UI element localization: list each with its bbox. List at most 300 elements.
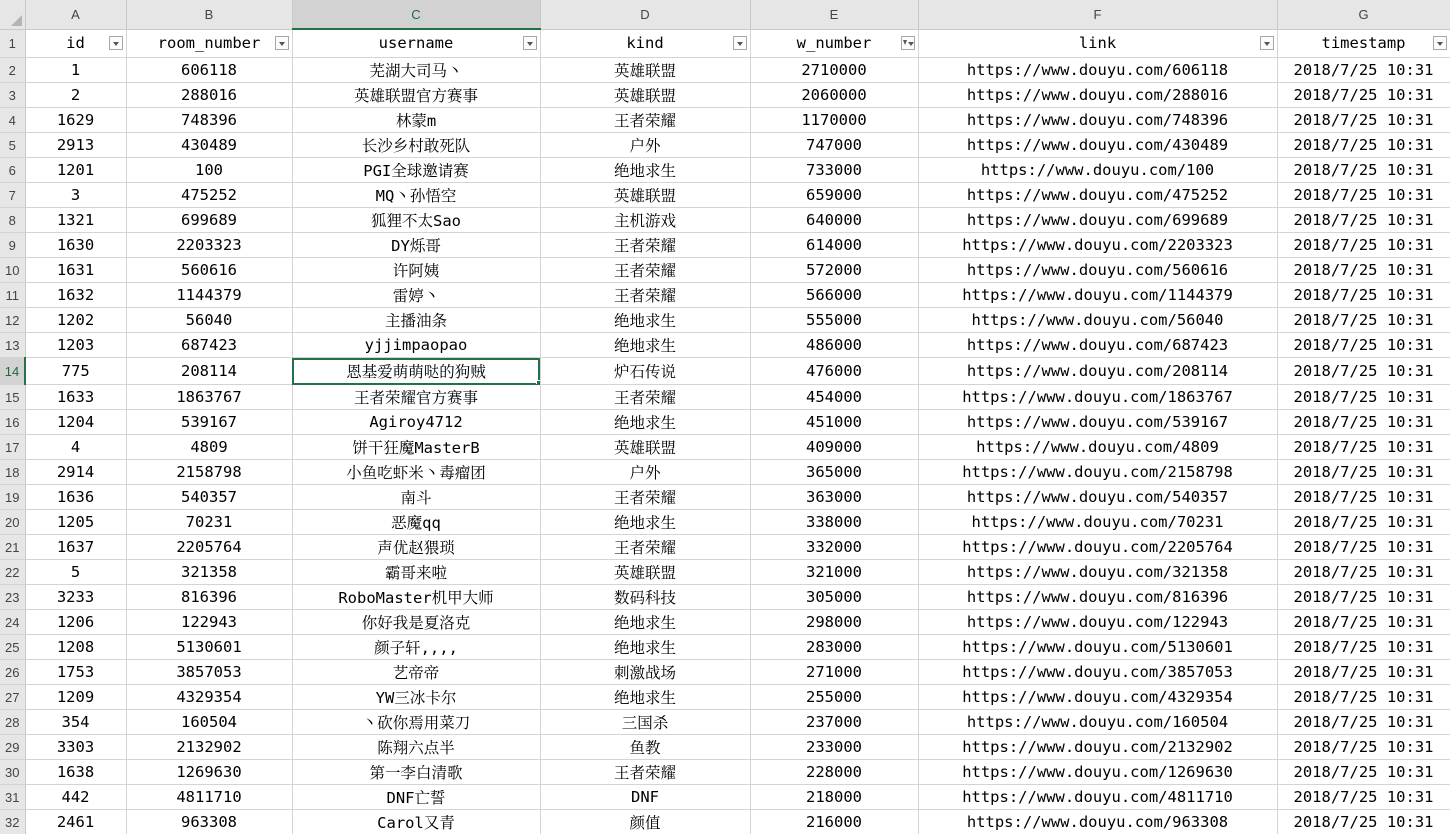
cell-w-number[interactable]: 255000 xyxy=(750,685,918,710)
header-cell-link[interactable] xyxy=(918,29,1277,58)
cell-w-number[interactable]: 555000 xyxy=(750,308,918,333)
cell-w-number[interactable]: 363000 xyxy=(750,485,918,510)
table-row xyxy=(0,58,1450,83)
cell-room-number[interactable]: 699689 xyxy=(126,208,292,233)
cell-w-number[interactable]: 454000 xyxy=(750,385,918,410)
header-cell-username[interactable] xyxy=(292,29,540,58)
cell-kind[interactable]: 绝地求生 xyxy=(540,685,750,710)
cell-w-number[interactable]: 338000 xyxy=(750,510,918,535)
row-number[interactable]: 8 xyxy=(0,208,25,233)
cell-link[interactable]: https://www.douyu.com/122943 xyxy=(918,610,1277,635)
row-number[interactable]: 30 xyxy=(0,760,25,785)
cell-room-number[interactable]: 4811710 xyxy=(126,785,292,810)
cell-kind[interactable]: 英雄联盟 xyxy=(540,83,750,108)
cell-id[interactable]: 1203 xyxy=(25,333,126,358)
cell-w-number[interactable]: 409000 xyxy=(750,435,918,460)
cell-timestamp[interactable]: 2018/7/25 10:31 xyxy=(1277,58,1450,83)
cell-timestamp[interactable]: 2018/7/25 10:31 xyxy=(1277,258,1450,283)
cell-w-number[interactable]: 305000 xyxy=(750,585,918,610)
filter-dropdown-button[interactable] xyxy=(109,36,123,50)
cell-timestamp[interactable]: 2018/7/25 10:31 xyxy=(1277,635,1450,660)
cell-timestamp[interactable]: 2018/7/25 10:31 xyxy=(1277,183,1450,208)
cell-username[interactable]: 丶砍你焉用菜刀 xyxy=(292,710,540,735)
cell-username[interactable]: 狐狸不太Sao xyxy=(292,208,540,233)
cell-id[interactable]: 2914 xyxy=(25,460,126,485)
row-number[interactable]: 5 xyxy=(0,133,25,158)
row-number[interactable]: 32 xyxy=(0,810,25,834)
cell-link[interactable]: https://www.douyu.com/430489 xyxy=(918,133,1277,158)
cell-kind[interactable]: 王者荣耀 xyxy=(540,385,750,410)
cell-username[interactable]: 许阿姨 xyxy=(292,258,540,283)
select-all-corner[interactable] xyxy=(0,0,25,29)
cell-id[interactable]: 1205 xyxy=(25,510,126,535)
cell-link[interactable]: https://www.douyu.com/1269630 xyxy=(918,760,1277,785)
cell-kind[interactable]: 王者荣耀 xyxy=(540,535,750,560)
cell-kind[interactable]: 数码科技 xyxy=(540,585,750,610)
cell-w-number[interactable]: 476000 xyxy=(750,358,918,385)
row-number[interactable]: 31 xyxy=(0,785,25,810)
cell-link[interactable]: https://www.douyu.com/748396 xyxy=(918,108,1277,133)
cell-w-number[interactable]: 747000 xyxy=(750,133,918,158)
cell-username[interactable]: Agiroy4712 xyxy=(292,410,540,435)
cell-room-number[interactable]: 816396 xyxy=(126,585,292,610)
cell-id[interactable]: 5 xyxy=(25,560,126,585)
cell-timestamp[interactable]: 2018/7/25 10:31 xyxy=(1277,83,1450,108)
table-header-row xyxy=(0,29,1450,58)
chevron-down-icon xyxy=(737,42,743,46)
cell-timestamp[interactable]: 2018/7/25 10:31 xyxy=(1277,760,1450,785)
cell-kind[interactable]: 王者荣耀 xyxy=(540,283,750,308)
cell-username[interactable]: 饼干狂魔MasterB xyxy=(292,435,540,460)
row-number[interactable]: 16 xyxy=(0,410,25,435)
cell-username[interactable]: 南斗 xyxy=(292,485,540,510)
cell-id[interactable]: 3233 xyxy=(25,585,126,610)
header-cell-room-number[interactable] xyxy=(126,29,292,58)
table-row xyxy=(0,308,1450,333)
table-row xyxy=(0,785,1450,810)
cell-kind[interactable]: 英雄联盟 xyxy=(540,183,750,208)
cell-timestamp[interactable]: 2018/7/25 10:31 xyxy=(1277,208,1450,233)
cell-timestamp[interactable]: 2018/7/25 10:31 xyxy=(1277,485,1450,510)
cell-link[interactable]: https://www.douyu.com/5130601 xyxy=(918,635,1277,660)
cell-id[interactable]: 1206 xyxy=(25,610,126,635)
cell-kind[interactable]: 三国杀 xyxy=(540,710,750,735)
column-letter[interactable]: F xyxy=(918,0,1277,29)
cell-link[interactable]: https://www.douyu.com/560616 xyxy=(918,258,1277,283)
cell-username[interactable]: 你好我是夏洛克 xyxy=(292,610,540,635)
cell-w-number[interactable]: 271000 xyxy=(750,660,918,685)
cell-room-number[interactable]: 208114 xyxy=(126,358,292,385)
cell-id[interactable]: 1637 xyxy=(25,535,126,560)
cell-w-number[interactable]: 566000 xyxy=(750,283,918,308)
cell-username[interactable]: 恶魔qq xyxy=(292,510,540,535)
cell-username[interactable]: 主播油条 xyxy=(292,308,540,333)
table-row xyxy=(0,760,1450,785)
cell-timestamp[interactable]: 2018/7/25 10:31 xyxy=(1277,510,1450,535)
cell-w-number[interactable]: 218000 xyxy=(750,785,918,810)
cell-id[interactable]: 775 xyxy=(25,358,126,385)
sort-descending-icon xyxy=(903,40,907,45)
cell-room-number[interactable]: 539167 xyxy=(126,410,292,435)
row-number[interactable]: 11 xyxy=(0,283,25,308)
table-row xyxy=(0,660,1450,685)
cell-w-number[interactable]: 283000 xyxy=(750,635,918,660)
cell-id[interactable]: 3 xyxy=(25,183,126,208)
cell-username[interactable]: 颜子轩,,,, xyxy=(292,635,540,660)
cell-id[interactable]: 1629 xyxy=(25,108,126,133)
table-row xyxy=(0,385,1450,410)
cell-room-number[interactable]: 5130601 xyxy=(126,635,292,660)
cell-username[interactable]: PGI全球邀请赛 xyxy=(292,158,540,183)
cell-w-number[interactable]: 451000 xyxy=(750,410,918,435)
cell-link[interactable]: https://www.douyu.com/288016 xyxy=(918,83,1277,108)
column-letter[interactable]: A xyxy=(25,0,126,29)
cell-kind[interactable]: 王者荣耀 xyxy=(540,108,750,133)
row-number[interactable]: 21 xyxy=(0,535,25,560)
cell-timestamp[interactable]: 2018/7/25 10:31 xyxy=(1277,585,1450,610)
cell-link[interactable]: https://www.douyu.com/2205764 xyxy=(918,535,1277,560)
cell-username[interactable]: 声优赵猥琐 xyxy=(292,535,540,560)
cell-link[interactable]: https://www.douyu.com/963308 xyxy=(918,810,1277,834)
cell-w-number[interactable]: 486000 xyxy=(750,333,918,358)
row-number[interactable]: 6 xyxy=(0,158,25,183)
table-row xyxy=(0,133,1450,158)
column-letter[interactable]: B xyxy=(126,0,292,29)
cell-room-number[interactable]: 687423 xyxy=(126,333,292,358)
cell-link[interactable]: https://www.douyu.com/2203323 xyxy=(918,233,1277,258)
filter-dropdown-button[interactable] xyxy=(523,36,537,50)
cell-username[interactable]: Carol又青 xyxy=(292,810,540,834)
cell-kind[interactable]: 炉石传说 xyxy=(540,358,750,385)
cell-room-number[interactable]: 606118 xyxy=(126,58,292,83)
cell-w-number[interactable]: 733000 xyxy=(750,158,918,183)
cell-username[interactable]: yjjimpaopao xyxy=(292,333,540,358)
header-cell-id[interactable] xyxy=(25,29,126,58)
cell-kind[interactable]: 王者荣耀 xyxy=(540,760,750,785)
cell-room-number[interactable]: 475252 xyxy=(126,183,292,208)
cell-kind[interactable]: 绝地求生 xyxy=(540,635,750,660)
cell-username[interactable]: 霸哥来啦 xyxy=(292,560,540,585)
cell-link[interactable]: https://www.douyu.com/160504 xyxy=(918,710,1277,735)
cell-username[interactable]: 陈翔六点半 xyxy=(292,735,540,760)
cell-link[interactable]: https://www.douyu.com/539167 xyxy=(918,410,1277,435)
cell-link[interactable]: https://www.douyu.com/208114 xyxy=(918,358,1277,385)
cell-link[interactable]: https://www.douyu.com/2158798 xyxy=(918,460,1277,485)
cell-link[interactable]: https://www.douyu.com/4811710 xyxy=(918,785,1277,810)
row-number[interactable]: 19 xyxy=(0,485,25,510)
cell-timestamp[interactable]: 2018/7/25 10:31 xyxy=(1277,810,1450,834)
filter-dropdown-button[interactable] xyxy=(1433,36,1447,50)
cell-link[interactable]: https://www.douyu.com/540357 xyxy=(918,485,1277,510)
cell-kind[interactable]: 王者荣耀 xyxy=(540,485,750,510)
sort-filter-button[interactable] xyxy=(901,36,915,50)
cell-kind[interactable]: 颜值 xyxy=(540,810,750,834)
cell-id[interactable]: 1633 xyxy=(25,385,126,410)
cell-id[interactable]: 1209 xyxy=(25,685,126,710)
cell-room-number[interactable]: 70231 xyxy=(126,510,292,535)
header-cell-w-number[interactable] xyxy=(750,29,918,58)
cell-timestamp[interactable]: 2018/7/25 10:31 xyxy=(1277,660,1450,685)
row-number[interactable]: 4 xyxy=(0,108,25,133)
cell-kind[interactable]: 绝地求生 xyxy=(540,610,750,635)
table-row xyxy=(0,560,1450,585)
cell-timestamp[interactable]: 2018/7/25 10:31 xyxy=(1277,385,1450,410)
cell-timestamp[interactable]: 2018/7/25 10:31 xyxy=(1277,283,1450,308)
cell-id[interactable]: 1630 xyxy=(25,233,126,258)
cell-timestamp[interactable]: 2018/7/25 10:31 xyxy=(1277,410,1450,435)
row-number[interactable]: 9 xyxy=(0,233,25,258)
cell-w-number[interactable]: 233000 xyxy=(750,735,918,760)
table-row xyxy=(0,410,1450,435)
row-number[interactable]: 17 xyxy=(0,435,25,460)
column-letter-active[interactable]: C xyxy=(292,0,540,29)
cell-timestamp[interactable]: 2018/7/25 10:31 xyxy=(1277,785,1450,810)
header-label: link xyxy=(1078,33,1117,52)
row-number[interactable]: 20 xyxy=(0,510,25,535)
header-label: id xyxy=(66,33,85,52)
cell-link[interactable]: https://www.douyu.com/816396 xyxy=(918,585,1277,610)
table-row xyxy=(0,208,1450,233)
cell-room-number[interactable]: 100 xyxy=(126,158,292,183)
cell-id[interactable]: 1636 xyxy=(25,485,126,510)
cell-timestamp[interactable]: 2018/7/25 10:31 xyxy=(1277,535,1450,560)
cell-room-number[interactable]: 2203323 xyxy=(126,233,292,258)
cell-username[interactable]: DY烁哥 xyxy=(292,233,540,258)
header-cell-kind[interactable] xyxy=(540,29,750,58)
cell-link[interactable]: https://www.douyu.com/100 xyxy=(918,158,1277,183)
cell-link[interactable]: https://www.douyu.com/56040 xyxy=(918,308,1277,333)
cell-id[interactable]: 3303 xyxy=(25,735,126,760)
cell-timestamp[interactable]: 2018/7/25 10:31 xyxy=(1277,685,1450,710)
cell-timestamp[interactable]: 2018/7/25 10:31 xyxy=(1277,333,1450,358)
cell-kind[interactable]: 绝地求生 xyxy=(540,333,750,358)
cell-room-number[interactable]: 4809 xyxy=(126,435,292,460)
cell-timestamp[interactable]: 2018/7/25 10:31 xyxy=(1277,158,1450,183)
header-cell-timestamp[interactable] xyxy=(1277,29,1450,58)
cell-link[interactable]: https://www.douyu.com/70231 xyxy=(918,510,1277,535)
cell-room-number[interactable]: 2132902 xyxy=(126,735,292,760)
cell-id[interactable]: 2461 xyxy=(25,810,126,834)
cell-link[interactable]: https://www.douyu.com/1144379 xyxy=(918,283,1277,308)
cell-room-number[interactable]: 430489 xyxy=(126,133,292,158)
cell-kind[interactable]: 户外 xyxy=(540,133,750,158)
cell-kind[interactable]: 英雄联盟 xyxy=(540,435,750,460)
cell-kind[interactable]: 主机游戏 xyxy=(540,208,750,233)
cell-id[interactable]: 1753 xyxy=(25,660,126,685)
cell-room-number[interactable]: 122943 xyxy=(126,610,292,635)
cell-id[interactable]: 1 xyxy=(25,58,126,83)
cell-timestamp[interactable]: 2018/7/25 10:31 xyxy=(1277,108,1450,133)
cell-username[interactable]: MQ丶孙悟空 xyxy=(292,183,540,208)
cell-timestamp[interactable]: 2018/7/25 10:31 xyxy=(1277,735,1450,760)
row-number[interactable]: 18 xyxy=(0,460,25,485)
cell-link[interactable]: https://www.douyu.com/3857053 xyxy=(918,660,1277,685)
cell-kind[interactable]: 户外 xyxy=(540,460,750,485)
filter-dropdown-button[interactable] xyxy=(1260,36,1274,50)
cell-username[interactable]: 雷婷丶 xyxy=(292,283,540,308)
column-letter[interactable]: G xyxy=(1277,0,1450,29)
cell-timestamp[interactable]: 2018/7/25 10:31 xyxy=(1277,358,1450,385)
row-number[interactable]: 10 xyxy=(0,258,25,283)
filter-dropdown-button[interactable] xyxy=(275,36,289,50)
cell-id[interactable]: 1204 xyxy=(25,410,126,435)
filter-dropdown-button[interactable] xyxy=(733,36,747,50)
table-row xyxy=(0,108,1450,133)
cell-kind[interactable]: 鱼教 xyxy=(540,735,750,760)
column-letter[interactable]: D xyxy=(540,0,750,29)
cell-id[interactable]: 1202 xyxy=(25,308,126,333)
cell-link[interactable]: https://www.douyu.com/1863767 xyxy=(918,385,1277,410)
row-number[interactable]: 23 xyxy=(0,585,25,610)
cell-room-number[interactable]: 2158798 xyxy=(126,460,292,485)
cell-kind[interactable]: 绝地求生 xyxy=(540,510,750,535)
cell-kind[interactable]: 绝地求生 xyxy=(540,158,750,183)
cell-username[interactable]: RoboMaster机甲大师 xyxy=(292,585,540,610)
row-number[interactable]: 1 xyxy=(0,29,25,58)
cell-room-number[interactable]: 748396 xyxy=(126,108,292,133)
cell-timestamp[interactable]: 2018/7/25 10:31 xyxy=(1277,308,1450,333)
cell-username[interactable]: 林蒙m xyxy=(292,108,540,133)
cell-kind[interactable]: 绝地求生 xyxy=(540,410,750,435)
cell-w-number[interactable]: 298000 xyxy=(750,610,918,635)
cell-timestamp[interactable]: 2018/7/25 10:31 xyxy=(1277,233,1450,258)
cell-w-number[interactable]: 228000 xyxy=(750,760,918,785)
cell-id[interactable]: 1631 xyxy=(25,258,126,283)
cell-kind[interactable]: 绝地求生 xyxy=(540,308,750,333)
cell-id[interactable]: 1638 xyxy=(25,760,126,785)
cell-w-number[interactable]: 216000 xyxy=(750,810,918,834)
row-number[interactable]: 2 xyxy=(0,58,25,83)
row-number[interactable]: 27 xyxy=(0,685,25,710)
cell-id[interactable]: 442 xyxy=(25,785,126,810)
cell-w-number[interactable]: 321000 xyxy=(750,560,918,585)
cell-w-number[interactable]: 659000 xyxy=(750,183,918,208)
row-number[interactable]: 25 xyxy=(0,635,25,660)
cell-link[interactable]: https://www.douyu.com/321358 xyxy=(918,560,1277,585)
cell-link[interactable]: https://www.douyu.com/4329354 xyxy=(918,685,1277,710)
cell-w-number[interactable]: 2060000 xyxy=(750,83,918,108)
row-number[interactable]: 14 xyxy=(0,358,25,385)
row-number[interactable]: 29 xyxy=(0,735,25,760)
table-row xyxy=(0,435,1450,460)
cell-timestamp[interactable]: 2018/7/25 10:31 xyxy=(1277,710,1450,735)
cell-timestamp[interactable]: 2018/7/25 10:31 xyxy=(1277,460,1450,485)
cell-link[interactable]: https://www.douyu.com/606118 xyxy=(918,58,1277,83)
row-number[interactable]: 28 xyxy=(0,710,25,735)
cell-id[interactable]: 1201 xyxy=(25,158,126,183)
cell-w-number[interactable]: 572000 xyxy=(750,258,918,283)
cell-username[interactable]: 第一李白清歌 xyxy=(292,760,540,785)
cell-w-number[interactable]: 2710000 xyxy=(750,58,918,83)
cell-link[interactable]: https://www.douyu.com/699689 xyxy=(918,208,1277,233)
table-row xyxy=(0,735,1450,760)
table-row xyxy=(0,710,1450,735)
cell-kind[interactable]: 刺激战场 xyxy=(540,660,750,685)
cell-link[interactable]: https://www.douyu.com/2132902 xyxy=(918,735,1277,760)
cell-username[interactable]: 芜湖大司马丶 xyxy=(292,58,540,83)
cell-room-number[interactable]: 1269630 xyxy=(126,760,292,785)
cell-timestamp[interactable]: 2018/7/25 10:31 xyxy=(1277,435,1450,460)
table-row xyxy=(0,510,1450,535)
fill-handle[interactable] xyxy=(536,380,541,385)
table-row xyxy=(0,485,1450,510)
cell-id[interactable]: 1208 xyxy=(25,635,126,660)
cell-room-number[interactable]: 1144379 xyxy=(126,283,292,308)
cell-timestamp[interactable]: 2018/7/25 10:31 xyxy=(1277,610,1450,635)
row-number[interactable]: 22 xyxy=(0,560,25,585)
cell-kind[interactable]: 王者荣耀 xyxy=(540,258,750,283)
cell-room-number[interactable]: 2205764 xyxy=(126,535,292,560)
cell-username[interactable]: DNF亡誓 xyxy=(292,785,540,810)
cell-link[interactable]: https://www.douyu.com/475252 xyxy=(918,183,1277,208)
row-number[interactable]: 24 xyxy=(0,610,25,635)
cell-username[interactable]: 长沙乡村敢死队 xyxy=(292,133,540,158)
cell-room-number[interactable]: 321358 xyxy=(126,560,292,585)
cell-kind[interactable]: 英雄联盟 xyxy=(540,58,750,83)
selected-cell[interactable]: 恩基爱萌萌哒的狗贼 xyxy=(292,358,540,385)
cell-room-number[interactable]: 540357 xyxy=(126,485,292,510)
row-number[interactable]: 13 xyxy=(0,333,25,358)
chevron-down-icon xyxy=(1264,42,1270,46)
cell-room-number[interactable]: 4329354 xyxy=(126,685,292,710)
cell-link[interactable]: https://www.douyu.com/4809 xyxy=(918,435,1277,460)
cell-username[interactable]: 王者荣耀官方赛事 xyxy=(292,385,540,410)
table-row xyxy=(0,183,1450,208)
cell-kind[interactable]: 英雄联盟 xyxy=(540,560,750,585)
cell-username[interactable]: 艺帝帝 xyxy=(292,660,540,685)
cell-timestamp[interactable]: 2018/7/25 10:31 xyxy=(1277,560,1450,585)
cell-room-number[interactable]: 1863767 xyxy=(126,385,292,410)
cell-room-number[interactable]: 56040 xyxy=(126,308,292,333)
cell-username[interactable]: 英雄联盟官方赛事 xyxy=(292,83,540,108)
cell-username[interactable]: 小鱼吃虾米丶毒瘤团 xyxy=(292,460,540,485)
cell-kind[interactable]: DNF xyxy=(540,785,750,810)
cell-kind[interactable]: 王者荣耀 xyxy=(540,233,750,258)
chevron-down-icon xyxy=(113,42,119,46)
cell-w-number[interactable]: 614000 xyxy=(750,233,918,258)
column-letter[interactable]: E xyxy=(750,0,918,29)
cell-username[interactable]: YW三冰卡尔 xyxy=(292,685,540,710)
table-row xyxy=(0,610,1450,635)
cell-id[interactable]: 354 xyxy=(25,710,126,735)
table-row xyxy=(0,585,1450,610)
row-number[interactable]: 15 xyxy=(0,385,25,410)
cell-id[interactable]: 4 xyxy=(25,435,126,460)
cell-id[interactable]: 1321 xyxy=(25,208,126,233)
cell-room-number[interactable]: 560616 xyxy=(126,258,292,283)
cell-timestamp[interactable]: 2018/7/25 10:31 xyxy=(1277,133,1450,158)
cell-id[interactable]: 2 xyxy=(25,83,126,108)
cell-w-number[interactable]: 1170000 xyxy=(750,108,918,133)
row-number[interactable]: 12 xyxy=(0,308,25,333)
cell-w-number[interactable]: 640000 xyxy=(750,208,918,233)
cell-id[interactable]: 2913 xyxy=(25,133,126,158)
row-number[interactable]: 26 xyxy=(0,660,25,685)
table-row xyxy=(0,258,1450,283)
cell-w-number[interactable]: 365000 xyxy=(750,460,918,485)
cell-room-number[interactable]: 288016 xyxy=(126,83,292,108)
cell-id[interactable]: 1632 xyxy=(25,283,126,308)
cell-room-number[interactable]: 160504 xyxy=(126,710,292,735)
cell-link[interactable]: https://www.douyu.com/687423 xyxy=(918,333,1277,358)
row-number[interactable]: 7 xyxy=(0,183,25,208)
table-row xyxy=(0,635,1450,660)
row-number[interactable]: 3 xyxy=(0,83,25,108)
cell-room-number[interactable]: 963308 xyxy=(126,810,292,834)
cell-w-number[interactable]: 237000 xyxy=(750,710,918,735)
cell-room-number[interactable]: 3857053 xyxy=(126,660,292,685)
cell-w-number[interactable]: 332000 xyxy=(750,535,918,560)
